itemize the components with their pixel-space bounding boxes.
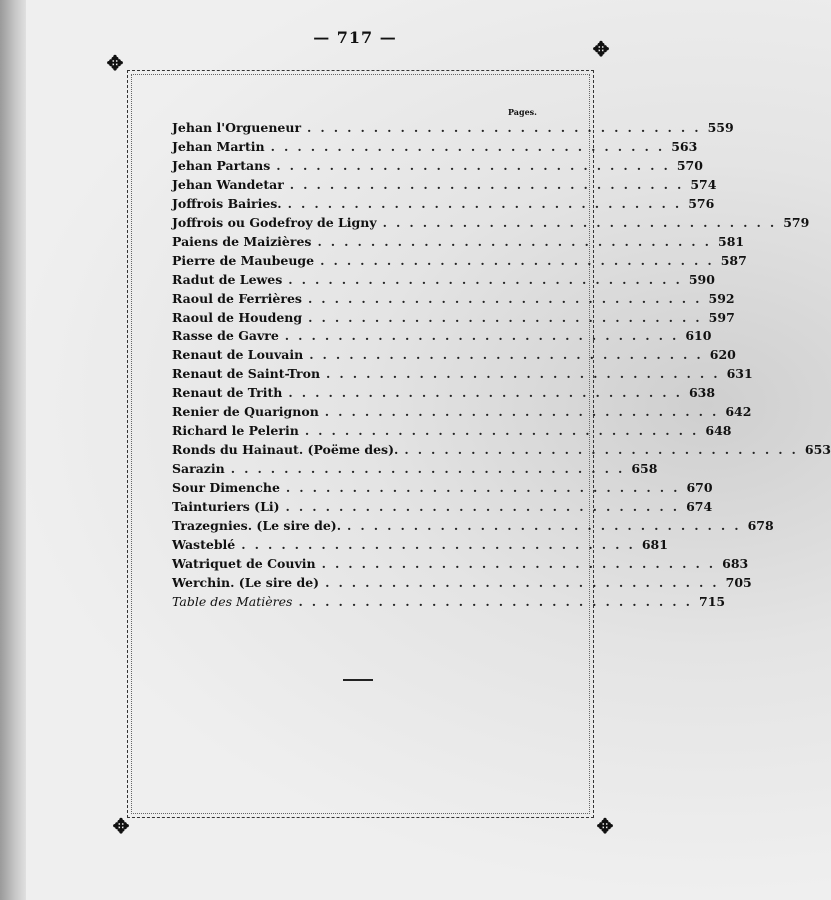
pages-column-header: Pages. [508,107,537,117]
entry-title: Trazegnies. (Le sire de). [172,518,342,534]
dot-leader: .............................. [317,233,719,249]
dot-leader: .............................. [285,499,687,515]
entry-page: 715 [699,593,726,609]
entry-title: Jehan l'Orgueneur [172,120,302,135]
corner-ornament-icon: ✥ [596,814,614,838]
entry-title: Raoul de Houdeng [172,309,303,325]
entry-page: 631 [726,366,753,382]
toc-entry [172,366,753,385]
dot-leader: .............................. [307,120,708,135]
toc-entry [172,480,713,499]
toc-entry [172,328,712,347]
entry-page: 638 [688,385,716,401]
entry-title: Watriquet de Couvin [172,555,316,571]
closing-rule [343,679,373,681]
toc-entry [172,120,734,139]
page-number: — 717 — [313,28,397,47]
entry-page: 658 [631,461,658,477]
entry-page: 653 [804,442,831,458]
entry-page: 576 [688,195,715,211]
entry-page: 597 [708,309,735,325]
dot-leader: .............................. [347,518,748,534]
entry-title: Sarazin [172,461,225,477]
toc-entry [172,214,810,234]
entry-page: 705 [725,574,752,590]
entry-title: Jehan Martin [172,138,265,154]
toc-entry [172,176,717,196]
entry-title: Richard le Pelerin [172,423,299,439]
dot-leader: .............................. [326,366,727,382]
entry-title: Renaut de Saint-Tron [172,366,321,382]
dot-leader: .............................. [321,555,723,571]
entry-page: 587 [720,252,747,268]
entry-page: 559 [707,120,734,135]
toc-entry [172,233,745,253]
entry-title: Raoul de Ferrières [172,290,302,306]
dot-leader: .............................. [285,480,687,496]
entry-title: Tainturiers (Li) [172,499,280,515]
toc-entry [172,309,735,329]
entry-page: 683 [722,555,749,571]
dot-leader: .............................. [288,385,689,401]
toc-entry [172,499,713,518]
dot-leader: .............................. [307,290,709,306]
toc-entry [172,574,752,594]
toc-entry [172,271,715,291]
corner-ornament-icon: ✥ [106,51,124,75]
dot-leader: .............................. [241,536,642,552]
toc-entry [172,442,831,461]
dot-leader: .............................. [308,309,709,325]
entry-page: 648 [705,423,732,439]
dot-leader: .............................. [309,347,710,363]
toc-entry [172,385,716,404]
dot-leader: .............................. [298,593,699,609]
entry-page: 681 [641,536,668,552]
entry-page: 642 [725,404,752,420]
entry-title: Table des Matières [172,593,293,609]
entry-title: Jehan Wandetar [172,176,284,192]
dot-leader: .............................. [276,157,677,173]
dot-leader: .............................. [304,423,706,439]
corner-ornament-icon: ✥ [592,37,610,61]
toc-entry [172,404,752,423]
entry-page: 610 [685,328,712,344]
entry-title: Wasteblé [172,536,236,552]
dot-leader: .............................. [284,328,686,344]
dot-leader: .............................. [325,574,726,590]
entry-title: Pierre de Maubeuge [172,252,315,268]
dot-leader: .............................. [324,404,726,420]
dot-leader: .............................. [230,461,632,477]
entry-title: Rasse de Gavre [172,328,279,344]
dot-leader: .............................. [382,214,784,230]
toc-entry [172,290,735,310]
entry-title: Renier de Quarignon [172,404,319,420]
dot-leader: .............................. [270,138,672,154]
toc-entry [172,138,698,158]
corner-ornament-icon: ✥ [112,814,130,838]
entry-title: Radut de Lewes [172,271,283,287]
toc-entry [172,347,736,366]
toc-entry [172,252,747,272]
toc-entry [172,555,749,575]
toc-entry [172,536,668,556]
toc-entry [172,157,703,177]
entry-title: Renaut de Louvain [172,347,304,363]
entry-title: Ronds du Hainaut. (Poëme des). [172,442,399,458]
entry-title: Werchin. (Le sire de) [172,574,320,590]
toc-entry [172,461,658,480]
entry-page: 620 [709,347,736,363]
dot-leader: .............................. [404,442,805,458]
entry-page: 678 [747,518,774,534]
toc-entry [172,593,726,613]
entry-page: 581 [718,233,745,249]
entry-title: Joffrois ou Godefroy de Ligny [172,214,377,230]
entry-page: 579 [783,214,810,230]
toc-entry [172,423,732,442]
dot-leader: .............................. [320,252,721,268]
toc-entry [172,195,715,215]
entry-page: 670 [686,480,713,496]
dot-leader: .............................. [289,176,691,192]
entry-title: Sour Dimenche [172,480,280,496]
table-of-contents [172,120,831,613]
entry-page: 674 [686,499,713,515]
entry-title: Jehan Partans [172,157,271,173]
entry-title: Renaut de Trith [172,385,283,401]
entry-page: 563 [671,138,698,154]
dot-leader: .............................. [287,195,689,211]
entry-page: 570 [676,157,703,173]
entry-title: Joffrois Bairies. [172,195,282,211]
toc-entry [172,518,774,537]
entry-page: 592 [708,290,735,306]
entry-title: Paiens de Maizières [172,233,312,249]
dot-leader: .............................. [288,271,689,287]
entry-page: 590 [688,271,715,287]
scan-edge-shadow [0,0,26,900]
entry-page: 574 [690,176,717,192]
